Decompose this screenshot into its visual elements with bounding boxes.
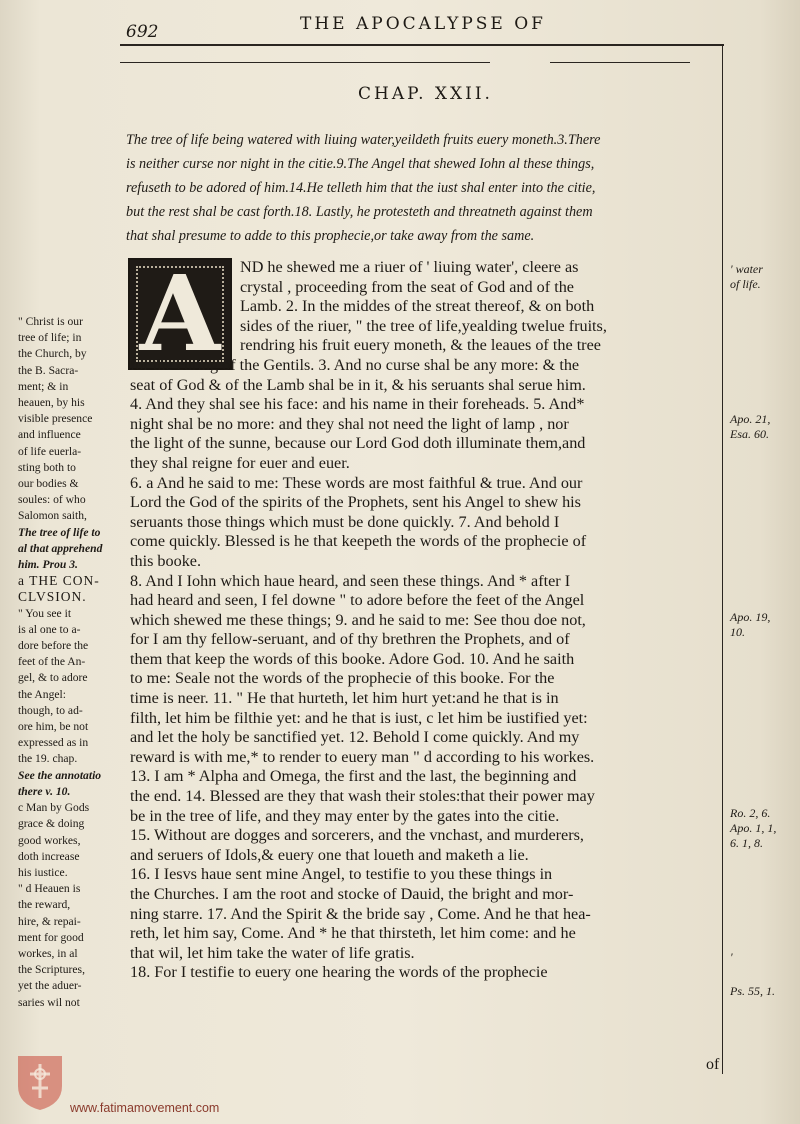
- body-line: rendring his fruit euery moneth, & the leaues of the tree: [240, 336, 601, 355]
- margin-note-line: yet the aduer-: [18, 979, 82, 993]
- argument-line: is neither curse nor night in the citie.9.The Angel that shewed Iohn al these things,: [126, 156, 595, 172]
- margin-note-line: and influence: [18, 428, 81, 442]
- header-rule: [120, 44, 724, 46]
- body-line: this booke.: [130, 551, 202, 570]
- margin-note-line: dore before the: [18, 639, 89, 653]
- margin-note-line: hire, & repai-: [18, 914, 81, 928]
- margin-note-line: al that apprehend: [18, 541, 103, 555]
- margin-note-line: ment; & in: [18, 379, 69, 393]
- body-line: ND he shewed me a riuer of ' liuing water', cleere as: [240, 258, 579, 276]
- running-title: THE APOCALYPSE OF: [300, 14, 546, 34]
- body-line: 15. Without are dogges and sorcerers, and the vnchast, and murderers,: [130, 826, 584, 845]
- margin-note-line: ment for good: [18, 930, 84, 944]
- body-line: they shal reigne for euer and euer.: [130, 453, 350, 472]
- margin-note-line: " You see it: [18, 606, 72, 620]
- margin-note-line: though, to ad-: [18, 703, 83, 717]
- body-line: sides of the riuer, " the tree of life,yealding twelue fruits,: [240, 316, 607, 335]
- body-line: for the curing of the Gentils. 3. And no curse shal be any more: & the: [130, 355, 580, 374]
- margin-note-line: feet of the An-: [18, 655, 86, 669]
- body-line: the Churches. I am the root and stocke of Dauid, the bright and mor-: [130, 885, 574, 903]
- margin-note-line: saries wil not: [18, 995, 80, 1009]
- argument-line: but the rest shal be cast forth.18. Lastly, he protesteth and threatneth against them: [126, 204, 593, 220]
- body-line: filth, let him be filthie yet: and he that is iust, c let him be iustified yet:: [130, 708, 588, 727]
- right-margin-note-water: [730, 262, 763, 292]
- body-line: be in the tree of life, and they may enter by the gates into the citie.: [130, 806, 560, 825]
- margin-note-line: visible presence: [18, 412, 93, 426]
- body-line: for I am thy fellow-seruant, and of thy brethren the Prophets, and of: [130, 630, 570, 649]
- margin-note-line: the Scriptures,: [18, 963, 85, 977]
- body-line: 16. I Iesvs haue sent mine Angel, to testifie to you these things in: [130, 865, 553, 884]
- drop-cap-letter: A: [139, 252, 221, 375]
- chapter-argument: [126, 128, 718, 248]
- body-line: that wil, let him take the water of life gratis.: [130, 943, 415, 962]
- right-note-line: 10.: [730, 625, 745, 639]
- body-line: had heard and seen, I fel downe " to adore before the feet of the Angel: [130, 591, 585, 610]
- argument-line: that shal presume to adde to this prophecie,or take away from the same.: [126, 228, 535, 244]
- right-margin-note-ps55: [730, 984, 775, 999]
- body-line: to me: Seale not the words of the prophecie of this booke. For the: [130, 669, 555, 688]
- right-margin-note-mark: [730, 950, 733, 965]
- margin-note-line: is al one to a-: [18, 622, 81, 636]
- body-line: 4. And they shal see his face: and his name in their foreheads. 5. And*: [130, 395, 585, 414]
- margin-note-line: there v. 10.: [18, 784, 71, 798]
- right-note-line: Apo. 21,: [730, 412, 771, 426]
- body-line: 18. For I testifie to euery one hearing the words of the prophecie: [130, 963, 548, 982]
- margin-note-line: the reward,: [18, 898, 71, 912]
- body-line: seruants those things which must be done quickly. 7. And behold I: [130, 512, 560, 531]
- margin-note-line: ore him, be not: [18, 720, 89, 734]
- margin-note-line: tree of life; in: [18, 331, 82, 345]
- right-note-line: Apo. 1, 1,: [730, 821, 777, 835]
- body-line: them that keep the words of this booke. Adore God. 10. And he saith: [130, 649, 575, 668]
- body-line: the light of the sunne, because our Lord God doth illuminate them,and: [130, 434, 586, 453]
- body-text: [130, 252, 720, 983]
- right-note-line: Esa. 60.: [730, 427, 769, 441]
- margin-note-line: expressed as in: [18, 736, 89, 750]
- body-line: which shewed me these things; 9. and he said to me: See thou doe not,: [130, 610, 586, 629]
- body-line: seat of God & of the Lamb shal be in it, & his seruants shal serue him.: [130, 375, 586, 394]
- margin-note-line: " Christ is our: [18, 315, 83, 328]
- body-line: come quickly. Blessed is he that keepeth the words of the prophecie of: [130, 532, 587, 551]
- margin-note-line: heauen, by his: [18, 396, 85, 410]
- margin-note-line: gel, & to adore: [18, 671, 88, 685]
- right-note-line: 6. 1, 8.: [730, 836, 763, 850]
- margin-note-line: the Church, by: [18, 347, 87, 361]
- margin-note-line: grace & doing: [18, 817, 85, 831]
- margin-note-line: him. Prou 3.: [18, 558, 78, 572]
- margin-note-line: the Angel:: [18, 687, 66, 701]
- right-margin-note-apo21: [730, 412, 770, 442]
- body-line: night shal be no more: and they shal not need the light of lamp , nor: [130, 414, 569, 433]
- body-line: crystal , proceeding from the seat of God and of the: [240, 277, 574, 296]
- website-watermark[interactable]: www.fatimamovement.com: [70, 1101, 220, 1115]
- margin-note-line: soules: of who: [18, 493, 86, 507]
- right-note-line: of life.: [730, 277, 761, 291]
- chapter-rule-right: [550, 62, 690, 63]
- margin-note-line: doth increase: [18, 849, 80, 863]
- margin-note-line: The tree of life to: [18, 525, 101, 539]
- margin-note-line: the B. Sacra-: [18, 363, 79, 377]
- body-line: and let the holy be sanctified yet. 12. Behold I come quickly. And my: [130, 728, 580, 747]
- margin-note-heading: CLVSION.: [18, 589, 87, 605]
- body-line: 8. And I Iohn which haue heard, and seen these things. And * after I: [130, 571, 571, 590]
- shield-logo-icon: [14, 1052, 66, 1112]
- margin-note-line: " d Heauen is: [18, 882, 81, 896]
- right-note-line: Ps. 55, 1.: [730, 984, 775, 998]
- right-margin-note-ro2: [730, 806, 776, 851]
- body-line: and seruers of Idols,& euery one that loueth and maketh a lie.: [130, 845, 529, 864]
- right-margin-note-apo19: [730, 610, 770, 640]
- margin-note-line: of life euerla-: [18, 444, 82, 458]
- right-note-line: Apo. 19,: [730, 610, 771, 624]
- margin-note-line: workes, in al: [18, 946, 78, 960]
- argument-line: The tree of life being watered with liuing water,yeildeth fruits euery moneth.3.There: [126, 132, 601, 148]
- chapter-rule-left: [120, 62, 490, 63]
- margin-note-line: good workes,: [18, 833, 81, 847]
- margin-note-line: c Man by Gods: [18, 801, 90, 815]
- body-line: 6. a And he said to me: These words are most faithful & true. And our: [130, 473, 583, 492]
- right-note-line: ': [730, 950, 733, 964]
- argument-line: refuseth to be adored of him.14.He telleth him that the iust shal enter into the citie,: [126, 180, 596, 196]
- margin-rule: [722, 44, 723, 1074]
- body-line: reward is with me,* to render to euery man " d according to his workes.: [130, 747, 595, 766]
- page-number: 692: [126, 22, 159, 42]
- body-line: 13. I am * Alpha and Omega, the first and the last, the beginning and: [130, 767, 577, 786]
- right-note-line: Ro. 2, 6.: [730, 806, 771, 820]
- body-line: ning starre. 17. And the Spirit & the bride say , Come. And he that hea-: [130, 904, 591, 923]
- right-note-line: ' water: [730, 262, 763, 276]
- margin-note-line: sting both to: [18, 460, 76, 474]
- chapter-title: CHAP. XXII.: [358, 84, 493, 104]
- margin-note-line: the 19. chap.: [18, 752, 78, 766]
- body-line: Lamb. 2. In the middes of the streat thereof, & on both: [240, 297, 595, 316]
- body-line: reth, let him say, Come. And * he that thirsteth, let him come: and he: [130, 924, 576, 943]
- left-margin-notes: [18, 314, 128, 1011]
- body-line: Lord the God of the spirits of the Prophets, sent his Angel to shew his: [130, 493, 581, 512]
- margin-note-line: our bodies &: [18, 477, 79, 491]
- body-line: the end. 14. Blessed are they that wash their stoles:that their power may: [130, 787, 595, 806]
- margin-note-line: See the annotatio: [18, 768, 102, 782]
- margin-note-heading: a THE CON-: [18, 573, 100, 589]
- margin-note-line: his iustice.: [18, 865, 68, 879]
- margin-note-line: Salomon saith,: [18, 509, 87, 523]
- catchword: of: [706, 1056, 720, 1073]
- body-line: time is neer. 11. " He that hurteth, let him hurt yet:and he that is in: [130, 689, 559, 708]
